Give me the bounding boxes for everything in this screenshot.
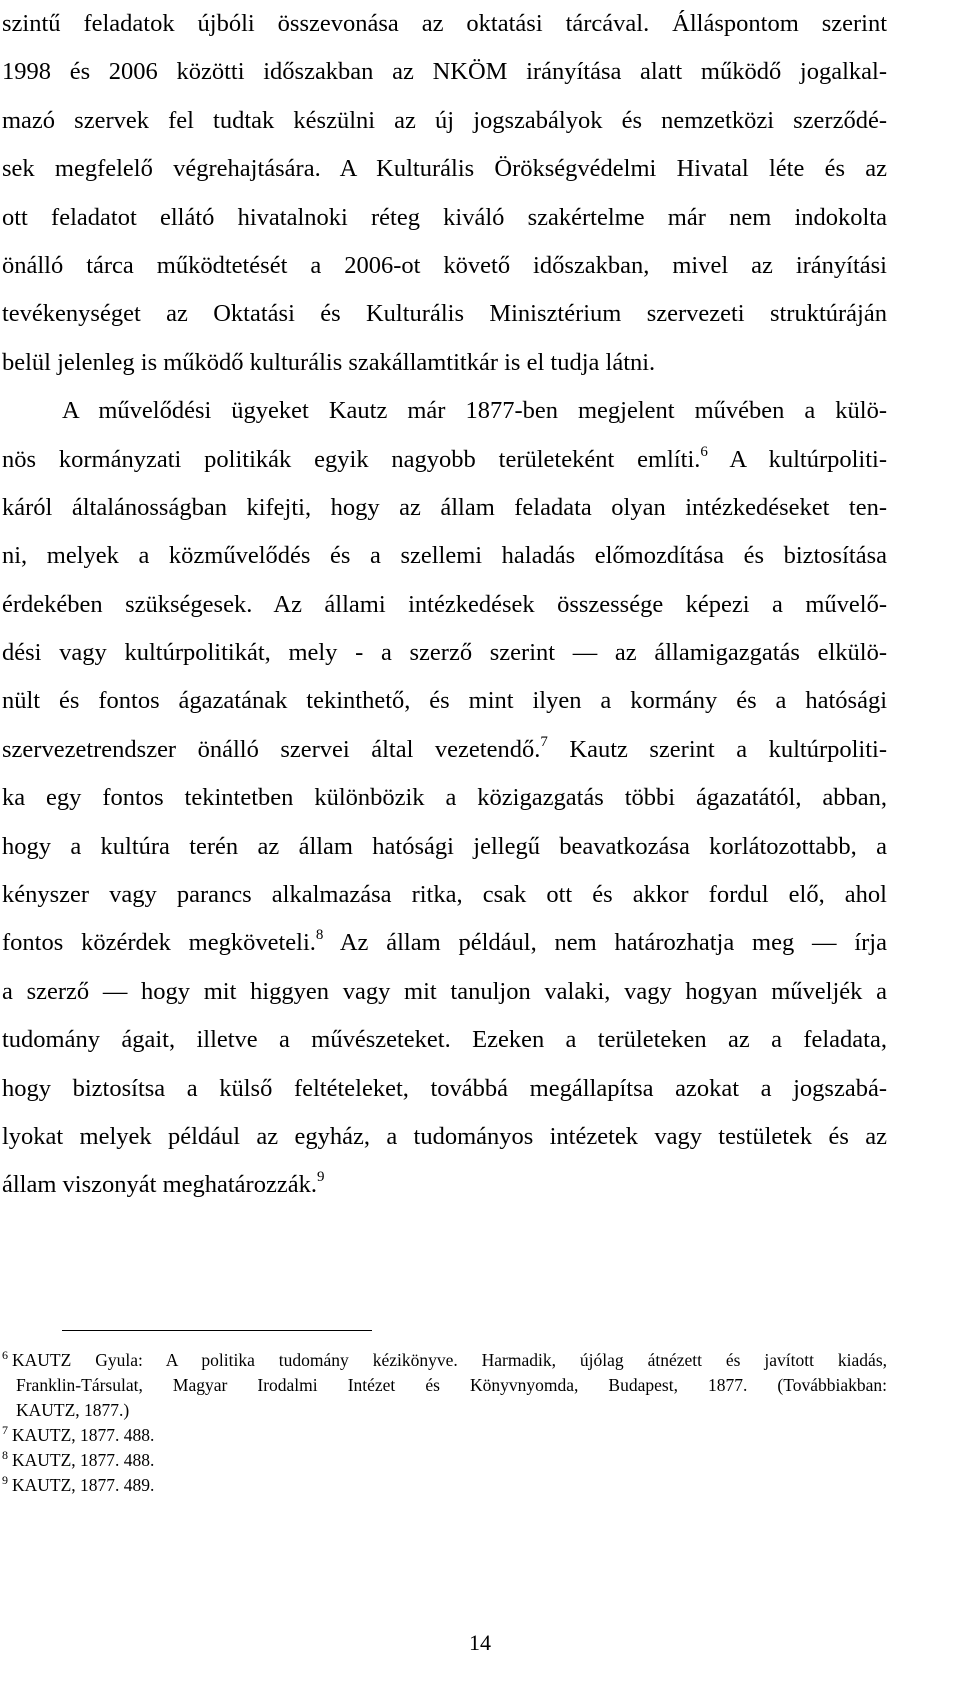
footnote-number: 7 xyxy=(2,1423,8,1437)
text-line xyxy=(2,726,887,774)
text-line: káról általánosságban kifejti, hogy az állam feladata olyan intézkedéseket ten- xyxy=(2,493,887,521)
footnote-text: KAUTZ, 1877. 488. xyxy=(12,1450,155,1470)
footnote-number: 9 xyxy=(2,1473,8,1487)
text-line: ka egy fontos tekintetben különbözik a közigazgatás többi ágazatától, abban, xyxy=(2,784,887,812)
text-segment: Az állam például, nem határozhatja meg ― írja xyxy=(339,929,887,957)
footnote-separator xyxy=(62,1330,372,1331)
text-line: tevékenységet az Oktatási és Kulturális Minisztérium szervezeti struktúráján xyxy=(2,300,887,328)
text-line: sek megfelelő végrehajtására. A Kulturális Örökségvédelmi Hivatal léte és az xyxy=(2,155,887,183)
footnote-7 xyxy=(2,1423,887,1448)
text-line: érdekében szükségesek. Az állami intézkedések összessége képezi a művelő- xyxy=(2,590,887,618)
text-line: belül jelenleg is működő kulturális szakállamtitkár is el tudja látni. xyxy=(2,348,656,376)
text-line: lyokat melyek például az egyház, a tudományos intézetek vagy testületek és az xyxy=(2,1122,887,1150)
text-line: önálló tárca működtetését a 2006-ot követő időszakban, mivel az irányítási xyxy=(2,251,887,279)
footnote-text: KAUTZ Gyula: A politika tudomány kézikönyve. Harmadik, újólag átnézett és javított kiadás, xyxy=(12,1350,887,1370)
text-line: ott feladatot ellátó hivatalnoki réteg kiváló szakértelme már nem indokolta xyxy=(2,203,887,231)
text-line xyxy=(2,436,887,484)
footnote-reference[interactable]: 8 xyxy=(315,927,324,944)
text-line: 1998 és 2006 közötti időszakban az NKÖM irányítása alatt működő jogalkal- xyxy=(2,58,887,86)
text-line: dési vagy kultúrpolitikát, mely - a szerző szerint ― az államigazgatás elkülö- xyxy=(2,639,887,667)
text-line: kényszer vagy parancs alkalmazása ritka, csak ott és akkor fordul elő, ahol xyxy=(2,881,887,909)
text-segment: szervezetrendszer önálló szervei által vezetendő. xyxy=(2,735,541,763)
footnote-9 xyxy=(2,1473,887,1498)
text-segment: A kultúrpoliti- xyxy=(729,445,888,473)
text-line xyxy=(2,1161,887,1209)
footnote-text: KAUTZ, 1877. 489. xyxy=(12,1475,155,1495)
text-line: nült és fontos ágazatának tekinthető, és mint ilyen a kormány és a hatósági xyxy=(2,687,887,715)
text-line: A művelődési ügyeket Kautz már 1877-ben megjelent művében a külö- xyxy=(62,397,887,425)
footnote-6 xyxy=(2,1348,887,1373)
footnote-8 xyxy=(2,1448,887,1473)
text-line: a szerző ― hogy mit higgyen vagy mit tanuljon valaki, vagy hogyan műveljék a xyxy=(2,977,887,1005)
text-segment: nös kormányzati politikák egyik nagyobb területeként említi. xyxy=(2,445,701,473)
footnote-number: 6 xyxy=(2,1348,8,1362)
footnote-6-line: KAUTZ, 1877.) xyxy=(16,1400,130,1420)
text-line: szintű feladatok újbóli összevonása az oktatási tárcával. Álláspontom szerint xyxy=(2,10,887,37)
body-text xyxy=(2,0,887,1210)
footnote-number: 8 xyxy=(2,1448,8,1462)
footnote-6-line: Franklin-Társulat, Magyar Irodalmi Intézet és Könyvnyomda, Budapest, 1877. (Továbbiakban: xyxy=(16,1375,887,1395)
text-segment: állam viszonyát meghatározzák. xyxy=(2,1171,317,1199)
text-segment: Kautz szerint a kultúrpoliti- xyxy=(569,735,887,763)
text-line: hogy a kultúra terén az állam hatósági jellegű beavatkozása korlátozottabb, a xyxy=(2,832,887,860)
text-segment: fontos közérdek megköveteli. xyxy=(2,929,316,957)
page-number: 14 xyxy=(469,1630,491,1655)
text-line: mazó szervek fel tudtak készülni az új jogszabályok és nemzetközi szerződé- xyxy=(2,106,887,134)
text-line xyxy=(2,919,887,967)
footnote-text: KAUTZ, 1877. 488. xyxy=(12,1425,155,1445)
text-line: hogy biztosítsa a külső feltételeket, továbbá megállapítsa azokat a jogszabá- xyxy=(2,1074,887,1102)
footnote-reference[interactable]: 6 xyxy=(700,443,708,460)
footnotes xyxy=(2,1348,887,1498)
text-line: tudomány ágait, illetve a művészeteket. Ezeken a területeken az a feladata, xyxy=(2,1026,887,1054)
text-line: ni, melyek a közművelődés és a szellemi haladás előmozdítása és biztosítása xyxy=(2,542,887,570)
footnote-reference[interactable]: 9 xyxy=(316,1169,325,1186)
footnote-reference[interactable]: 7 xyxy=(540,733,548,750)
